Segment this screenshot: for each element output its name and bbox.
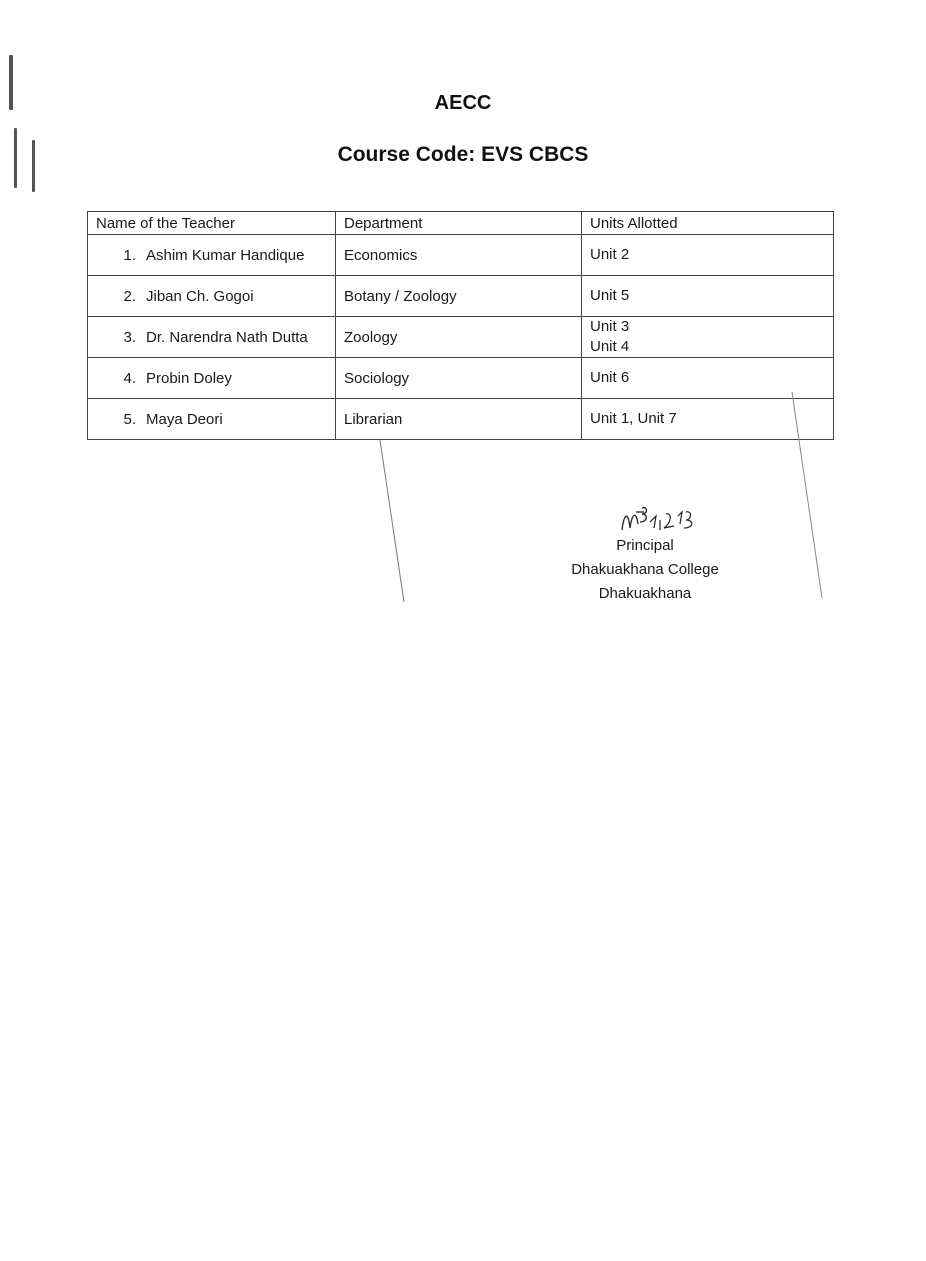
department-cell: Economics <box>336 235 582 276</box>
column-header-department: Department <box>336 212 582 235</box>
signatory-institution: Dhakuakhana College <box>571 561 719 578</box>
teacher-name: Ashim Kumar Handique <box>146 246 305 264</box>
unit-label: Unit 2 <box>590 246 630 263</box>
teacher-name: Jiban Ch. Gogoi <box>146 287 254 305</box>
teacher-name: Maya Deori <box>146 410 223 428</box>
department-cell: Zoology <box>336 317 582 358</box>
teacher-name: Probin Doley <box>146 369 232 387</box>
document-title: AECC <box>434 92 492 114</box>
department-cell: Botany / Zoology <box>336 276 582 317</box>
unit-label: Unit 4 <box>590 338 630 355</box>
signatory-designation: Principal <box>616 537 674 554</box>
signature-scribble <box>618 500 718 540</box>
department-cell: Sociology <box>336 358 582 399</box>
course-code: Course Code: EVS CBCS <box>337 143 589 166</box>
column-header-teacher: Name of the Teacher <box>88 212 336 235</box>
unit-label: Unit 3 <box>590 318 630 335</box>
unit-label: Unit 5 <box>590 287 630 304</box>
row-number: 3. <box>123 328 136 346</box>
signatory-place: Dhakuakhana <box>598 585 692 602</box>
unit-label: Unit 1, Unit 7 <box>590 410 677 427</box>
row-number: 1. <box>123 246 136 264</box>
teacher-name: Dr. Narendra Nath Dutta <box>146 328 308 346</box>
row-number: 4. <box>123 369 136 387</box>
stray-pen-lines <box>0 0 926 620</box>
row-number: 2. <box>123 287 136 305</box>
unit-label: Unit 6 <box>590 369 630 386</box>
department-cell: Librarian <box>336 399 582 440</box>
row-number: 5. <box>123 410 136 428</box>
column-header-units: Units Allotted <box>582 212 834 235</box>
